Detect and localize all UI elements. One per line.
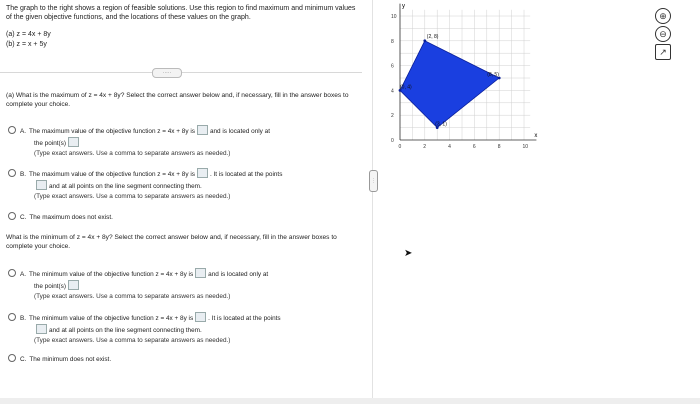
option-text: The minimum value of the objective function z = 4x + 8y is (29, 315, 194, 322)
x-tick-label: 10 (522, 144, 529, 150)
option-letter: A. (20, 271, 27, 278)
option-max-c[interactable] (8, 212, 358, 223)
zoom-in-icon[interactable]: ⊕ (655, 8, 671, 24)
option-min-b[interactable] (8, 312, 358, 346)
answer-box-min-b-value[interactable] (195, 312, 206, 322)
answer-box-min-b-points[interactable] (36, 324, 47, 334)
panel-divider (372, 0, 373, 404)
vertex-label: (8, 5) (487, 72, 499, 78)
radio-max-b[interactable] (8, 169, 16, 177)
option-letter: B. (20, 315, 27, 322)
vertex-point (423, 39, 426, 42)
radio-min-c[interactable] (8, 354, 16, 362)
x-axis-label: x (534, 133, 538, 139)
y-tick-label: 2 (391, 113, 394, 120)
option-hint: (Type exact answers. Use a comma to separate answers as needed.) (34, 293, 231, 300)
x-tick-label: 8 (497, 144, 501, 150)
x-tick-label: 6 (472, 144, 476, 150)
option-max-b[interactable] (8, 168, 358, 202)
option-hint: (Type exact answers. Use a comma to separate answers as needed.) (34, 337, 231, 344)
panel-resize-handle[interactable]: ⋮ (369, 170, 378, 192)
option-letter: A. (20, 128, 27, 135)
option-text: and is located only at (208, 271, 269, 278)
radio-max-a[interactable] (8, 126, 16, 134)
option-text: The minimum does not exist. (29, 356, 112, 363)
answer-box-max-b-points[interactable] (36, 180, 47, 190)
option-text: The maximum value of the objective function z = 4x + 8y is (29, 128, 195, 135)
radio-min-b[interactable] (8, 313, 16, 321)
radio-max-c[interactable] (8, 212, 16, 220)
y-tick-label: 10 (391, 14, 397, 20)
option-text: the point(s) (34, 283, 66, 290)
external-link-icon[interactable]: ↗ (655, 44, 671, 60)
option-text: The maximum value of the objective function z = 4x + 8y is (29, 171, 195, 178)
option-text: the point(s) (34, 140, 66, 147)
option-text: and at all points on the line segment connecting them. (49, 183, 202, 190)
answer-box-max-b-value[interactable] (197, 168, 208, 178)
zoom-out-icon[interactable]: ⊖ (655, 26, 671, 42)
option-hint: (Type exact answers. Use a comma to separate answers as needed.) (34, 150, 231, 157)
option-min-c[interactable] (8, 354, 358, 365)
y-tick-label: 6 (391, 63, 394, 70)
more-button[interactable]: ····· (152, 68, 182, 78)
radio-min-a[interactable] (8, 269, 16, 277)
option-letter: C. (20, 356, 27, 363)
feasible-region-graph (388, 2, 548, 152)
answer-box-min-a-value[interactable] (195, 268, 206, 278)
y-tick-label: 0 (391, 138, 394, 144)
problem-panel (6, 4, 362, 50)
x-tick-label: 0 (398, 144, 402, 150)
problem-intro: The graph to the right shows a region of feasible solutions. Use this region to find maximum and minimum values of the given objective functions, and the locations of these values on the graph. (6, 5, 356, 21)
option-hint: (Type exact answers. Use a comma to separate answers as needed.) (34, 193, 231, 200)
x-tick-label: 4 (448, 144, 451, 150)
feasible-region (400, 41, 499, 128)
x-tick-label: 2 (423, 144, 427, 150)
option-text: and is located only at (209, 128, 270, 135)
option-text: . It is located at the points (209, 171, 283, 178)
answer-box-min-a-points[interactable] (68, 280, 79, 290)
option-text: The maximum does not exist. (29, 214, 113, 221)
y-axis-label: y (402, 3, 405, 10)
answer-box-max-a-value[interactable] (197, 125, 208, 135)
option-text: and at all points on the line segment connecting them. (49, 327, 202, 334)
y-tick-label: 8 (391, 38, 394, 45)
vertex-label: (2, 8) (426, 33, 439, 40)
vertex-label: (3, 1) (435, 121, 447, 128)
option-text: The minimum value of the objective function z = 4x + 8y is (29, 271, 194, 278)
option-min-a[interactable] (8, 268, 358, 302)
option-letter: B. (20, 171, 27, 178)
objectives-list (6, 30, 362, 49)
y-tick-label: 4 (391, 88, 394, 95)
option-max-a[interactable] (8, 125, 358, 159)
bottom-bar (0, 398, 700, 404)
objective-a: (a) z = 4x + 8y (6, 31, 51, 38)
question-min: What is the minimum of z = 4x + 8y? Select the correct answer below and, if necessary, fill in the answer boxes to complete your choice. (6, 234, 337, 250)
vertex-label: (0, 4) (400, 84, 412, 91)
option-text: . It is located at the points (208, 315, 281, 322)
mouse-cursor-icon: ➤ (404, 248, 413, 259)
answer-box-max-a-points[interactable] (68, 137, 79, 147)
question-max: (a) What is the maximum of z = 4x + 8y? Select the correct answer below and, if necessary, fill in the answer boxes to complete your choice. (6, 92, 349, 108)
objective-b: (b) z = x + 5y (6, 41, 47, 48)
option-letter: C. (20, 214, 27, 221)
